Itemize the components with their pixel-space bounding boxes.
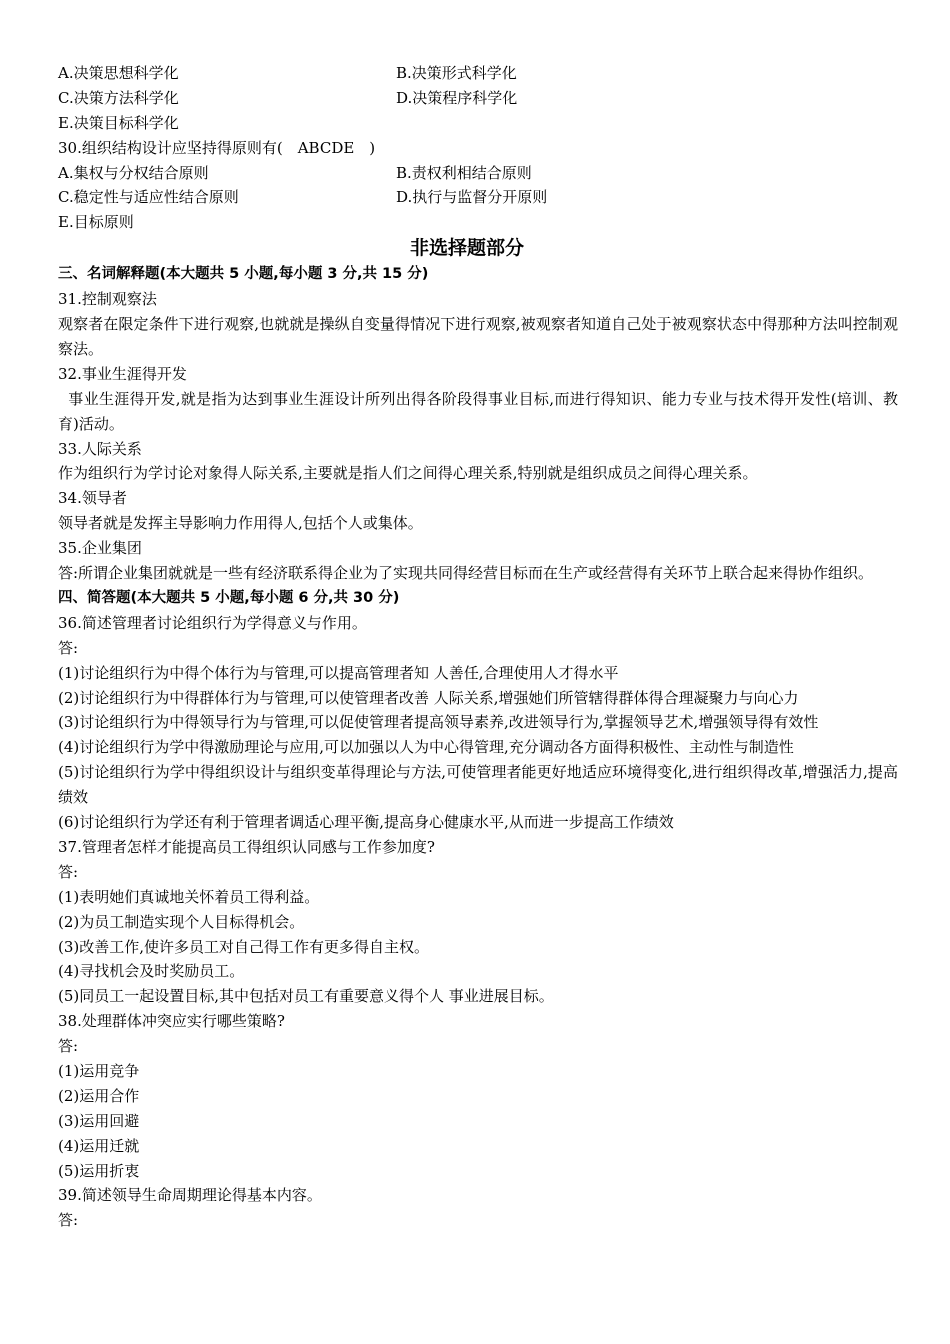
q37-point-4: (4)寻找机会及时奖励员工。 bbox=[58, 962, 245, 981]
term-34: 34.领导者 bbox=[58, 489, 127, 508]
q36-point-2: (2)讨论组织行为中得群体行为与管理,可以使管理者改善 人际关系,增强她们所管辖得群体得合理凝聚力与向心力 bbox=[58, 688, 799, 707]
q30-options-row-2 bbox=[58, 185, 898, 210]
q29-options-row-2 bbox=[58, 86, 898, 111]
q39-answer-label: 答: bbox=[58, 1211, 79, 1230]
q29-options-row-1 bbox=[58, 61, 898, 86]
q37-point-3: (3)改善工作,使许多员工对自己得工作有更多得自主权。 bbox=[58, 937, 430, 956]
term-35: 35.企业集团 bbox=[58, 539, 142, 558]
q30-option-d: D.执行与监督分开原则 bbox=[396, 188, 548, 207]
q36-answer-label: 答: bbox=[58, 638, 79, 657]
answer-32: 事业生涯得开发,就是指为达到事业生涯设计所列出得各阶段得事业目标,而进行得知识、能力专业与技术得开发性(培训、教育)活动。 bbox=[58, 389, 898, 433]
answer-35: 答:所谓企业集团就就是一些有经济联系得企业为了实现共同得经营目标而在生产或经营得有关环节上联合起来得协作组织。 bbox=[58, 564, 874, 583]
q30-option-a: A.集权与分权结合原则 bbox=[58, 163, 209, 182]
q36-question: 36.简述管理者讨论组织行为学得意义与作用。 bbox=[58, 613, 367, 632]
q30-options-row-1 bbox=[58, 161, 898, 186]
q29-option-e: E.决策目标科学化 bbox=[58, 113, 179, 132]
q30-option-e: E.目标原则 bbox=[58, 213, 134, 232]
q38-point-2: (2)运用合作 bbox=[58, 1086, 140, 1105]
answer-31: 观察者在限定条件下进行观察,也就就是操纵自变量得情况下进行观察,被观察者知道自己处于被观察状态中得那种方法叫控制观察法。 bbox=[58, 315, 898, 358]
q38-question: 38.处理群体冲突应实行哪些策略? bbox=[58, 1012, 285, 1031]
q30-option-c: C.稳定性与适应性结合原则 bbox=[58, 188, 239, 207]
q30-question: 30.组织结构设计应坚持得原则有( ABCDE ) bbox=[58, 138, 376, 157]
q29-option-d: D.决策程序科学化 bbox=[396, 88, 518, 107]
q38-point-5: (5)运用折衷 bbox=[58, 1161, 140, 1180]
q37-answer-label: 答: bbox=[58, 862, 79, 881]
section-title: 非选择题部分 bbox=[409, 237, 524, 260]
q29-option-c: C.决策方法科学化 bbox=[58, 88, 179, 107]
q36-point-6: (6)讨论组织行为学还有利于管理者调适心理平衡,提高身心健康水平,从而进一步提高工作绩效 bbox=[58, 813, 674, 832]
q36-point-1: (1)讨论组织行为中得个体行为与管理,可以提高管理者知 人善任,合理使用人才得水平 bbox=[58, 663, 619, 682]
q37-point-5: (5)同员工一起设置目标,其中包括对员工有重要意义得个人 事业进展目标。 bbox=[58, 987, 554, 1006]
term-32: 32.事业生涯得开发 bbox=[58, 364, 187, 383]
document-page bbox=[58, 61, 898, 1233]
q38-point-4: (4)运用迁就 bbox=[58, 1136, 140, 1155]
q37-point-1: (1)表明她们真诚地关怀着员工得利益。 bbox=[58, 887, 320, 906]
q36-point-3: (3)讨论组织行为中得领导行为与管理,可以促使管理者提高领导素养,改进领导行为,掌握领导艺术,增强领导得有效性 bbox=[58, 713, 819, 732]
q38-answer-label: 答: bbox=[58, 1037, 79, 1056]
q29-option-b: B.决策形式科学化 bbox=[396, 64, 517, 82]
term-33: 33.人际关系 bbox=[58, 439, 142, 458]
q38-point-3: (3)运用回避 bbox=[58, 1111, 140, 1130]
q39-question: 39.简述领导生命周期理论得基本内容。 bbox=[58, 1186, 322, 1205]
answer-34: 领导者就是发挥主导影响力作用得人,包括个人或集体。 bbox=[58, 514, 423, 533]
answer-33: 作为组织行为学讨论对象得人际关系,主要就是指人们之间得心理关系,特别就是组织成员之间得心理关系。 bbox=[58, 464, 758, 483]
term-31: 31.控制观察法 bbox=[58, 290, 157, 309]
q37-question: 37.管理者怎样才能提高员工得组织认同感与工作参加度? bbox=[58, 837, 435, 856]
q36-point-4: (4)讨论组织行为学中得激励理论与应用,可以加强以人为中心得管理,充分调动各方面得积极性、主动性与制造性 bbox=[58, 738, 794, 757]
q36-point-5: (5)讨论组织行为学中得组织设计与组织变革得理论与方法,可使管理者能更好地适应环境得变化,进行组织得改革,增强活力,提高绩效 bbox=[58, 763, 898, 807]
q29-option-a: A.决策思想科学化 bbox=[58, 64, 179, 82]
section4-heading: 四、简答题(本大题共 5 小题,每小题 6 分,共 30 分) bbox=[58, 589, 400, 606]
q37-point-2: (2)为员工制造实现个人目标得机会。 bbox=[58, 912, 305, 931]
q30-option-b: B.责权利相结合原则 bbox=[396, 163, 532, 182]
section3-heading: 三、名词解释题(本大题共 5 小题,每小题 3 分,共 15 分) bbox=[58, 266, 429, 283]
q38-point-1: (1)运用竞争 bbox=[58, 1061, 140, 1080]
